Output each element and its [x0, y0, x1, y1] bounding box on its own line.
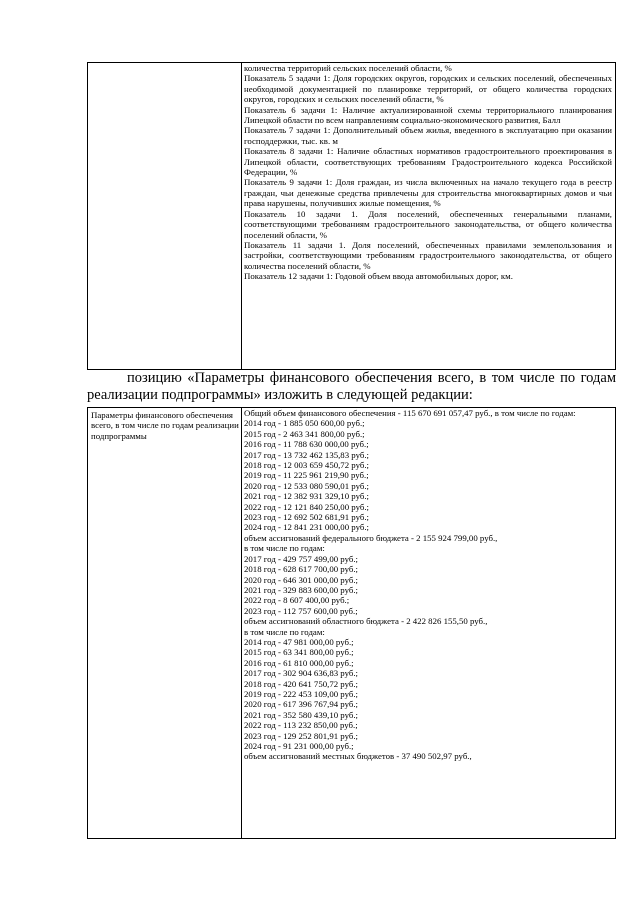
finance-table	[87, 407, 616, 839]
finance-line: 2017 год - 302 904 636,83 руб.;	[244, 668, 358, 679]
finance-line: 2015 год - 63 341 800,00 руб.;	[244, 647, 354, 658]
finance-line: 2016 год - 11 788 630 000,00 руб.;	[244, 439, 369, 450]
finance-line: 2023 год - 12 692 502 681,91 руб.;	[244, 512, 369, 523]
finance-line: 2021 год - 329 883 600,00 руб.;	[244, 584, 358, 595]
finance-line: 2019 год - 11 225 961 219,90 руб.;	[244, 470, 369, 481]
indicator-5: Показатель 5 задачи 1: Доля городских округов, городских и сельских поселений, обеспеченных необходимой документацией по планировке территорий, от общего количества городских округов, городских и сельских поселений области, %	[244, 73, 612, 105]
indicator-8: Показатель 8 задачи 1: Наличие областных нормативов градостроительного проектирования в Липецкой области, соответствующих требованиям Градостроительного кодекса Российской Федерации, %	[244, 146, 612, 178]
finance-line: 2017 год - 13 732 462 135,83 руб.;	[244, 449, 369, 460]
column-divider	[241, 408, 242, 838]
indicator-9: Показатель 9 задачи 1: Доля граждан, из числа включенных на начало текущего года в реестр граждан, чьи денежные средства привлечены для строительства многоквартирных домов и чьи права нарушены, получивших жилые помещения, %	[244, 177, 612, 209]
finance-line: 2020 год - 617 396 767,94 руб.;	[244, 699, 358, 710]
finance-line: 2021 год - 12 382 931 329,10 руб.;	[244, 491, 369, 502]
section-heading: позицию «Параметры финансового обеспечения всего, в том числе по годам реализации подпрограммы» изложить в следующей редакции:	[87, 370, 616, 403]
finance-line: 2022 год - 12 121 840 250,00 руб.;	[244, 501, 369, 512]
finance-line: 2017 год - 429 757 499,00 руб.;	[244, 553, 358, 564]
finance-line: 2022 год - 113 232 850,00 руб.;	[244, 720, 358, 731]
finance-line: 2018 год - 628 617 700,00 руб.;	[244, 564, 358, 575]
finance-lines	[244, 408, 612, 762]
finance-line: 2023 год - 112 757 600,00 руб.;	[244, 605, 358, 616]
finance-line: 2022 год - 8 607 400,00 руб.;	[244, 595, 350, 606]
finance-line: 2014 год - 47 981 000,00 руб.;	[244, 636, 354, 647]
finance-line: объем ассигнований областного бюджета - 2 422 826 155,50 руб.,	[244, 616, 488, 627]
finance-line: 2018 год - 12 003 659 450,72 руб.;	[244, 460, 369, 471]
finance-line: в том числе по годам:	[244, 626, 325, 637]
indicator-7: Показатель 7 задачи 1: Дополнительный объем жилья, введенного в эксплуатацию при оказании господдержки, тыс. кв. м	[244, 125, 612, 146]
indicator-text: количества территорий сельских поселений области, %	[244, 63, 452, 73]
indicator-10: Показатель 10 задачи 1. Доля поселений, обеспеченных генеральными планами, соответствующими требованиям градостроительного законодательства, от общего количества поселений области, %	[244, 208, 612, 240]
finance-line: объем ассигнований федерального бюджета - 2 155 924 799,00 руб.,	[244, 532, 498, 543]
finance-line: 2015 год - 2 463 341 800,00 руб.;	[244, 428, 365, 439]
finance-line: в том числе по годам:	[244, 543, 325, 554]
finance-line: 2023 год - 129 252 801,91 руб.;	[244, 730, 358, 741]
finance-line: 2024 год - 12 841 231 000,00 руб.;	[244, 522, 369, 533]
finance-line: 2020 год - 12 533 080 590,01 руб.;	[244, 480, 369, 491]
finance-line: объем ассигнований местных бюджетов - 37 490 502,97 руб.,	[244, 751, 472, 762]
finance-line: 2014 год - 1 885 050 600,00 руб.;	[244, 418, 365, 429]
finance-line: 2019 год - 222 453 109,00 руб.;	[244, 688, 358, 699]
finance-line: 2016 год - 61 810 000,00 руб.;	[244, 657, 354, 668]
column-divider	[241, 63, 242, 369]
indicator-6: Показатель 6 задачи 1: Наличие актуализированной схемы территориального планирования Липецкой области по всем направлениям социально-экономического развития, Балл	[244, 104, 612, 126]
finance-line: 2024 год - 91 231 000,00 руб.;	[244, 741, 354, 751]
indicator-11: Показатель 11 задачи 1. Доля поселений, обеспеченных правилами землепользования и застройки, соответствующими требованиям градостроительного законодательства, от общего количества поселений области, %	[244, 239, 612, 271]
finance-line: 2020 год - 646 301 000,00 руб.;	[244, 574, 358, 585]
finance-line: Общий объем финансового обеспечения - 115 670 691 057,47 руб., в том числе по годам:	[244, 408, 576, 418]
finance-line: 2021 год - 352 580 439,10 руб.;	[244, 709, 358, 720]
finance-line: 2018 год - 420 641 750,72 руб.;	[244, 678, 358, 689]
indicator-12: Показатель 12 задачи 1: Годовой объем ввода автомобильных дорог, км.	[244, 271, 513, 282]
indicators-table	[87, 62, 616, 370]
finance-label: Параметры финансового обеспечения всего, в том числе по годам реализации подпрограммы	[91, 410, 239, 441]
indicators-cell	[244, 63, 612, 282]
